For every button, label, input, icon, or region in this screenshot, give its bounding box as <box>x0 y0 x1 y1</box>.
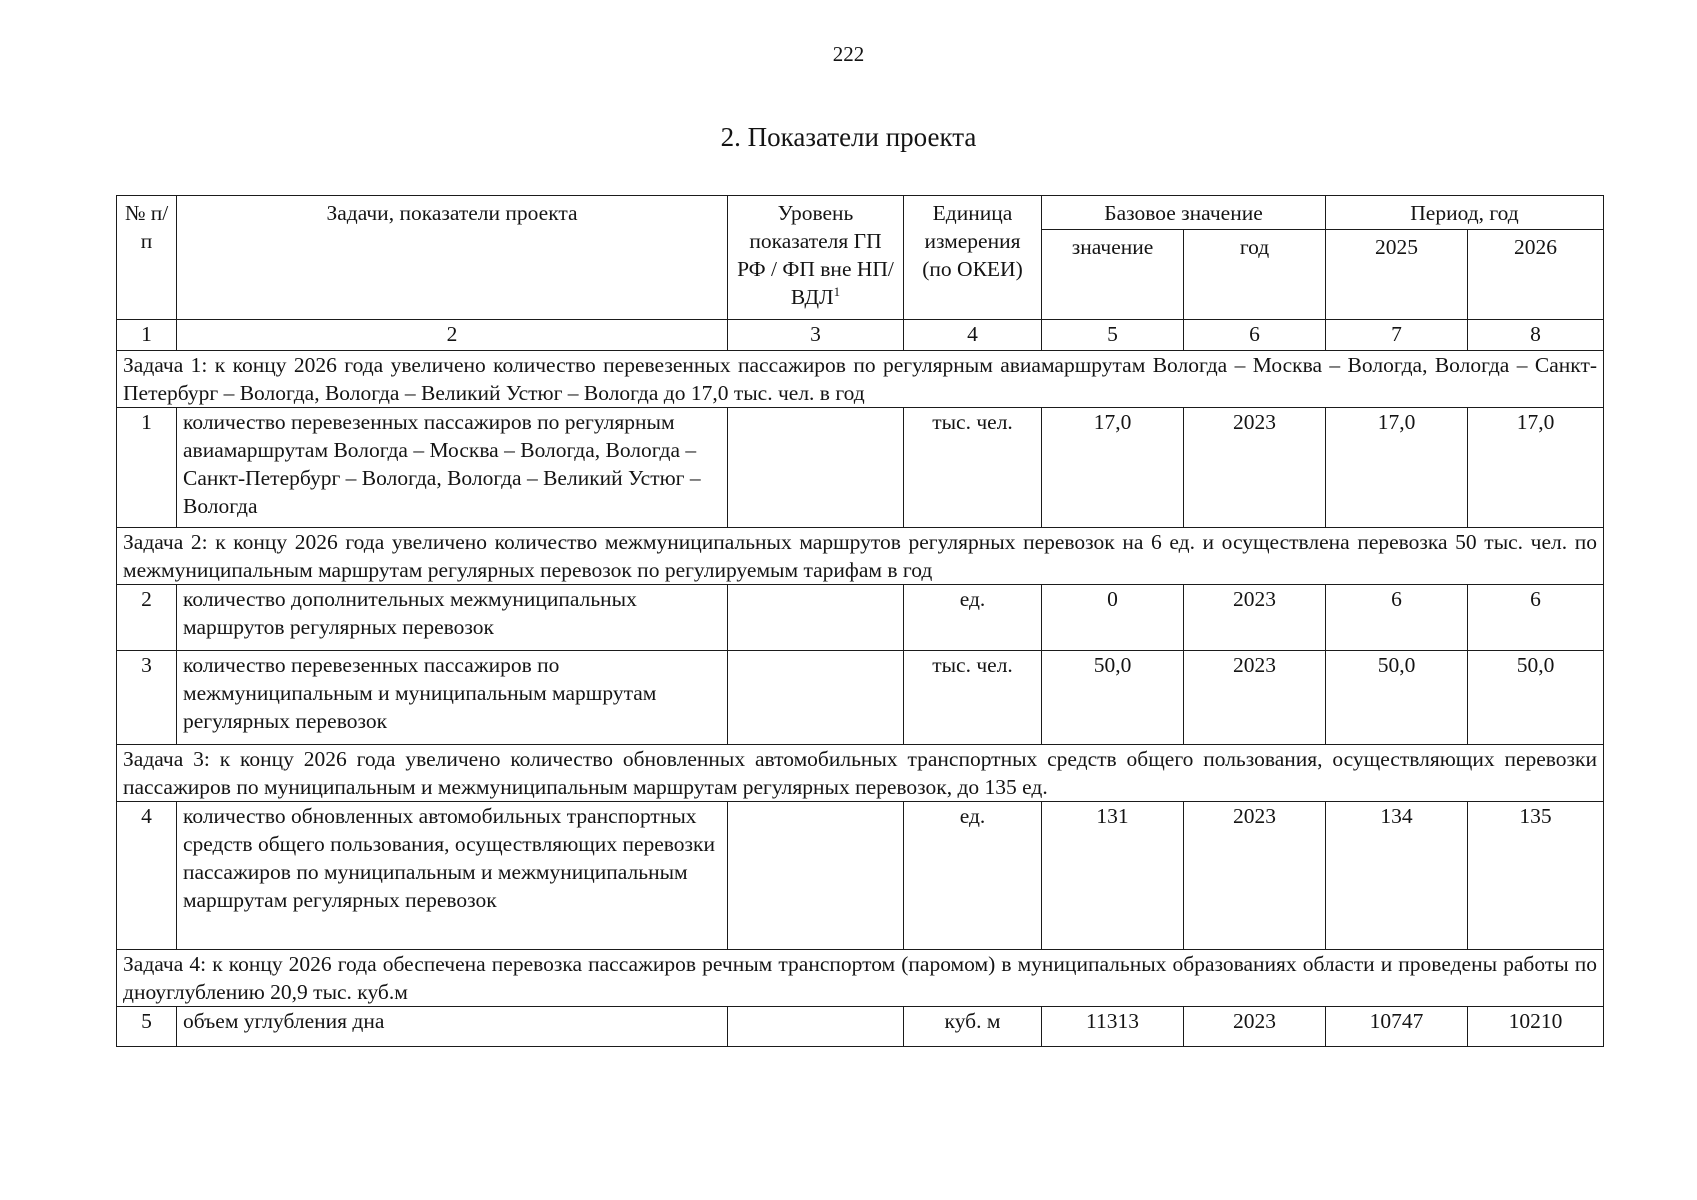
indicator-name: объем углубления дна <box>177 1007 728 1047</box>
header-year-2026: 2026 <box>1468 230 1604 320</box>
indicator-base-year: 2023 <box>1184 408 1326 528</box>
header-period: Период, год <box>1326 196 1604 230</box>
indicator-base-value: 131 <box>1042 802 1184 950</box>
column-numbers-row <box>117 320 1604 351</box>
column-number: 7 <box>1326 320 1468 351</box>
indicator-no: 1 <box>117 408 177 528</box>
indicator-no: 2 <box>117 585 177 651</box>
column-number: 4 <box>904 320 1042 351</box>
indicator-row <box>117 585 1604 651</box>
task-row <box>117 745 1604 802</box>
indicator-2026: 6 <box>1468 585 1604 651</box>
task-title: Задача 4: к концу 2026 года обеспечена перевозка пассажиров речным транспортом (паромом) в муниципальных образованиях области и проведены работы по дноуглублению 20,9 тыс. куб.м <box>117 950 1604 1007</box>
header-level-text: Уровень показателя ГП РФ / ФП вне НП/ВДЛ <box>737 201 894 309</box>
indicator-base-year: 2023 <box>1184 651 1326 745</box>
task-row <box>117 950 1604 1007</box>
page-number: 222 <box>832 42 865 66</box>
task-row <box>117 351 1604 408</box>
indicator-2025: 6 <box>1326 585 1468 651</box>
indicator-no: 3 <box>117 651 177 745</box>
indicator-2026: 17,0 <box>1468 408 1604 528</box>
indicator-no: 5 <box>117 1007 177 1047</box>
indicator-level <box>728 802 904 950</box>
indicator-level <box>728 585 904 651</box>
indicator-name: количество перевезенных пассажиров по межмуниципальным и муниципальным маршрутам регулярных перевозок <box>177 651 728 745</box>
column-number: 6 <box>1184 320 1326 351</box>
header-row-1 <box>117 196 1604 230</box>
header-level-footnote: 1 <box>833 283 841 299</box>
indicator-name: количество перевезенных пассажиров по регулярным авиамаршрутам Вологда – Москва – Вологда, Вологда – Санкт-Петербург – Вологда, Вологда – Великий Устюг – Вологда <box>177 408 728 528</box>
column-number: 8 <box>1468 320 1604 351</box>
indicator-row <box>117 651 1604 745</box>
header-base-year: год <box>1184 230 1326 320</box>
indicator-row <box>117 408 1604 528</box>
indicator-unit: ед. <box>904 585 1042 651</box>
indicator-2025: 50,0 <box>1326 651 1468 745</box>
indicator-name: количество дополнительных межмуниципальных маршрутов регулярных перевозок <box>177 585 728 651</box>
task-title: Задача 2: к концу 2026 года увеличено количество межмуниципальных маршрутов регулярных перевозок на 6 ед. и осуществлена перевозка 50 тыс. чел. по межмуниципальным маршрутам регулярных перевозок по регулируемым тарифам в год <box>117 528 1604 585</box>
indicator-2026: 135 <box>1468 802 1604 950</box>
indicator-row <box>117 802 1604 950</box>
indicator-row <box>117 1007 1604 1047</box>
task-row <box>117 528 1604 585</box>
indicator-base-value: 17,0 <box>1042 408 1184 528</box>
indicator-base-value: 50,0 <box>1042 651 1184 745</box>
section-title: 2. Показатели проекта <box>720 122 977 152</box>
task-title: Задача 1: к концу 2026 года увеличено количество перевезенных пассажиров по регулярным авиамаршрутам Вологда – Москва – Вологда, Вологда – Санкт-Петербург – Вологда, Вологда – Великий Устюг – Вологда до 17,0 тыс. чел. в год <box>117 351 1604 408</box>
indicator-unit: тыс. чел. <box>904 408 1042 528</box>
task-title: Задача 3: к концу 2026 года увеличено количество обновленных автомобильных транспортных средств общего пользования, осуществляющих перевозки пассажиров по муниципальным и межмуниципальным маршрутам регулярных перевозок, до 135 ед. <box>117 745 1604 802</box>
indicator-2025: 134 <box>1326 802 1468 950</box>
indicator-base-year: 2023 <box>1184 585 1326 651</box>
header-level <box>728 196 904 320</box>
indicator-unit: тыс. чел. <box>904 651 1042 745</box>
indicator-2025: 10747 <box>1326 1007 1468 1047</box>
indicator-base-year: 2023 <box>1184 802 1326 950</box>
indicator-base-year: 2023 <box>1184 1007 1326 1047</box>
indicator-2026: 50,0 <box>1468 651 1604 745</box>
indicator-base-value: 0 <box>1042 585 1184 651</box>
column-number: 3 <box>728 320 904 351</box>
header-year-2025: 2025 <box>1326 230 1468 320</box>
header-unit: Единица измерения (по ОКЕИ) <box>904 196 1042 320</box>
header-tasks: Задачи, показатели проекта <box>177 196 728 320</box>
indicator-2025: 17,0 <box>1326 408 1468 528</box>
indicator-2026: 10210 <box>1468 1007 1604 1047</box>
indicator-level <box>728 651 904 745</box>
indicator-base-value: 11313 <box>1042 1007 1184 1047</box>
header-no: № п/п <box>117 196 177 320</box>
indicator-level <box>728 408 904 528</box>
column-number: 5 <box>1042 320 1184 351</box>
indicators-table <box>116 195 1604 1047</box>
indicator-level <box>728 1007 904 1047</box>
indicator-unit: ед. <box>904 802 1042 950</box>
header-base: Базовое значение <box>1042 196 1326 230</box>
indicator-unit: куб. м <box>904 1007 1042 1047</box>
column-number: 1 <box>117 320 177 351</box>
header-base-value: значение <box>1042 230 1184 320</box>
indicator-no: 4 <box>117 802 177 950</box>
column-number: 2 <box>177 320 728 351</box>
indicator-name: количество обновленных автомобильных транспортных средств общего пользования, осуществляющих перевозки пассажиров по муниципальным и межмуниципальным маршрутам регулярных перевозок <box>177 802 728 950</box>
